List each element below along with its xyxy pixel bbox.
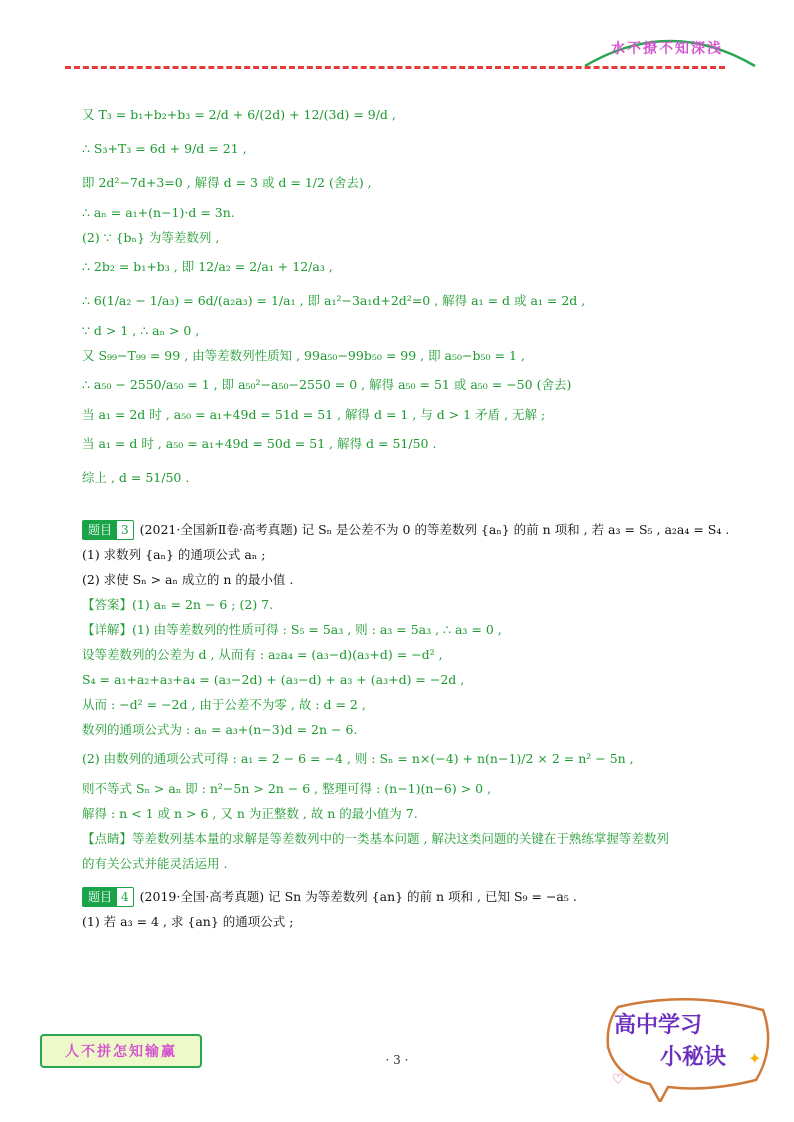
detail-line: 数列的通项公式为 : aₙ = a₃+(n−3)d = 2n − 6. bbox=[82, 722, 358, 737]
problem-badge-number: 3 bbox=[121, 522, 129, 537]
svg-text:✦: ✦ bbox=[748, 1049, 762, 1068]
problem-badge-label: 题目 bbox=[83, 521, 117, 539]
solution-line: (2) ∵ {bₙ} 为等差数列 , bbox=[82, 230, 220, 245]
problem-4-part1: (1) 若 a₃ = 4 , 求 {an} 的通项公式 ; bbox=[82, 914, 294, 929]
solution-line: 即 2d²−7d+3=0 , 解得 d = 3 或 d = 1/2 (舍去) , bbox=[82, 175, 372, 190]
page-number: · 3 · bbox=[385, 1053, 409, 1067]
problem-statement-text: (2019·全国·高考真题) 记 Sn 为等差数列 {an} 的前 n 项和 , 已知 S₉ = −a₅ . bbox=[139, 889, 577, 904]
header-motto: 水不撩不知深浅 bbox=[611, 41, 723, 57]
problem-badge bbox=[82, 520, 134, 540]
solution-line: ∵ d > 1 , ∴ aₙ > 0 , bbox=[82, 323, 200, 338]
detail-line: 解得 : n < 1 或 n > 6 , 又 n 为正整数 , 故 n 的最小值为 7. bbox=[82, 806, 418, 821]
solution-line: 当 a₁ = 2d 时 , a₅₀ = a₁+49d = 51d = 51 , 解得 d = 1 , 与 d > 1 矛盾 , 无解 ; bbox=[82, 407, 546, 422]
page-content bbox=[82, 98, 732, 934]
problem-statement-text: (2021·全国新Ⅱ卷·高考真题) 记 Sₙ 是公差不为 0 的等差数列 {aₙ} 的前 n 项和 , 若 a₃ = S₅ , a₂a₄ = S₄ . bbox=[139, 522, 730, 537]
solution-line: ∴ a₅₀ − 2550/a₅₀ = 1 , 即 a₅₀²−a₅₀−2550 = 0 , 解得 a₅₀ = 51 或 a₅₀ = −50 (舍去) bbox=[82, 377, 572, 392]
problem-badge-number: 4 bbox=[121, 889, 129, 904]
solution-line: ∴ S₃+T₃ = 6d + 9/d = 21 , bbox=[82, 141, 247, 156]
detail-line: 设等差数列的公差为 d , 从而有 : a₂a₄ = (a₃−d)(a₃+d) = −d² , bbox=[82, 647, 443, 662]
detail-line: 则不等式 Sₙ > aₙ 即 : n²−5n > 2n − 6 , 整理可得 : (n−1)(n−6) > 0 , bbox=[82, 781, 492, 796]
detail-line: 从而 : −d² = −2d , 由于公差不为零 , 故 : d = 2 , bbox=[82, 697, 366, 712]
problem-3-part1: (1) 求数列 {aₙ} 的通项公式 aₙ ; bbox=[82, 547, 266, 562]
solution-line: 又 S₉₉−T₉₉ = 99 , 由等差数列性质知 , 99a₅₀−99b₅₀ = 99 , 即 a₅₀−b₅₀ = 1 , bbox=[82, 348, 525, 363]
detail-line: S₄ = a₁+a₂+a₃+a₄ = (a₃−2d) + (a₃−d) + a₃ + (a₃+d) = −2d , bbox=[82, 672, 465, 687]
logo-line1: 高中学习 bbox=[614, 1013, 703, 1038]
detail-line: (2) 由数列的通项公式可得 : a₁ = 2 − 6 = −4 , 则 : Sₙ = n×(−4) + n(n−1)/2 × 2 = n² − 5n , bbox=[82, 751, 634, 766]
solution-line: ∴ 2b₂ = b₁+b₃ , 即 12/a₂ = 2/a₁ + 12/a₃ , bbox=[82, 259, 333, 274]
detail-line: 【详解】(1) 由等差数列的性质可得 : S₅ = 5a₃ , 则 : a₃ = 5a₃ , ∴ a₃ = 0 , bbox=[82, 622, 502, 637]
problem-4-statement bbox=[82, 884, 732, 909]
svg-text:♡: ♡ bbox=[612, 1072, 625, 1088]
problem-3-answer: 【答案】(1) aₙ = 2n − 6 ; (2) 7. bbox=[82, 597, 274, 612]
solution-line: ∴ 6(1/a₂ − 1/a₃) = 6d/(a₂a₃) = 1/a₁ , 即 a₁²−3a₁d+2d²=0 , 解得 a₁ = d 或 a₁ = 2d , bbox=[82, 293, 586, 308]
problem-badge-label: 题目 bbox=[83, 888, 117, 906]
problem-3-statement bbox=[82, 517, 732, 542]
problem-badge bbox=[82, 887, 134, 907]
solution-line: 又 T₃ = b₁+b₂+b₃ = 2/d + 6/(2d) + 12/(3d) = 9/d , bbox=[82, 107, 396, 122]
solution-line: ∴ aₙ = a₁+(n−1)·d = 3n. bbox=[82, 205, 235, 220]
footer-motto: 人不拼怎知输赢 bbox=[40, 1034, 202, 1068]
detail-line: 的有关公式并能灵活运用 . bbox=[82, 856, 228, 871]
solution-line: 当 a₁ = d 时 , a₅₀ = a₁+49d = 50d = 51 , 解得 d = 51/50 . bbox=[82, 436, 437, 451]
header-divider bbox=[65, 66, 725, 69]
problem-3-part2: (2) 求使 Sₙ > aₙ 成立的 n 的最小值 . bbox=[82, 572, 294, 587]
detail-line: 【点睛】等差数列基本量的求解是等差数列中的一类基本问题 , 解决这类问题的关键在于熟练掌握等差数列 bbox=[82, 831, 669, 846]
solution-line: 综上 , d = 51/50 . bbox=[82, 470, 190, 485]
logo-line2: 小秘诀 bbox=[660, 1045, 727, 1070]
